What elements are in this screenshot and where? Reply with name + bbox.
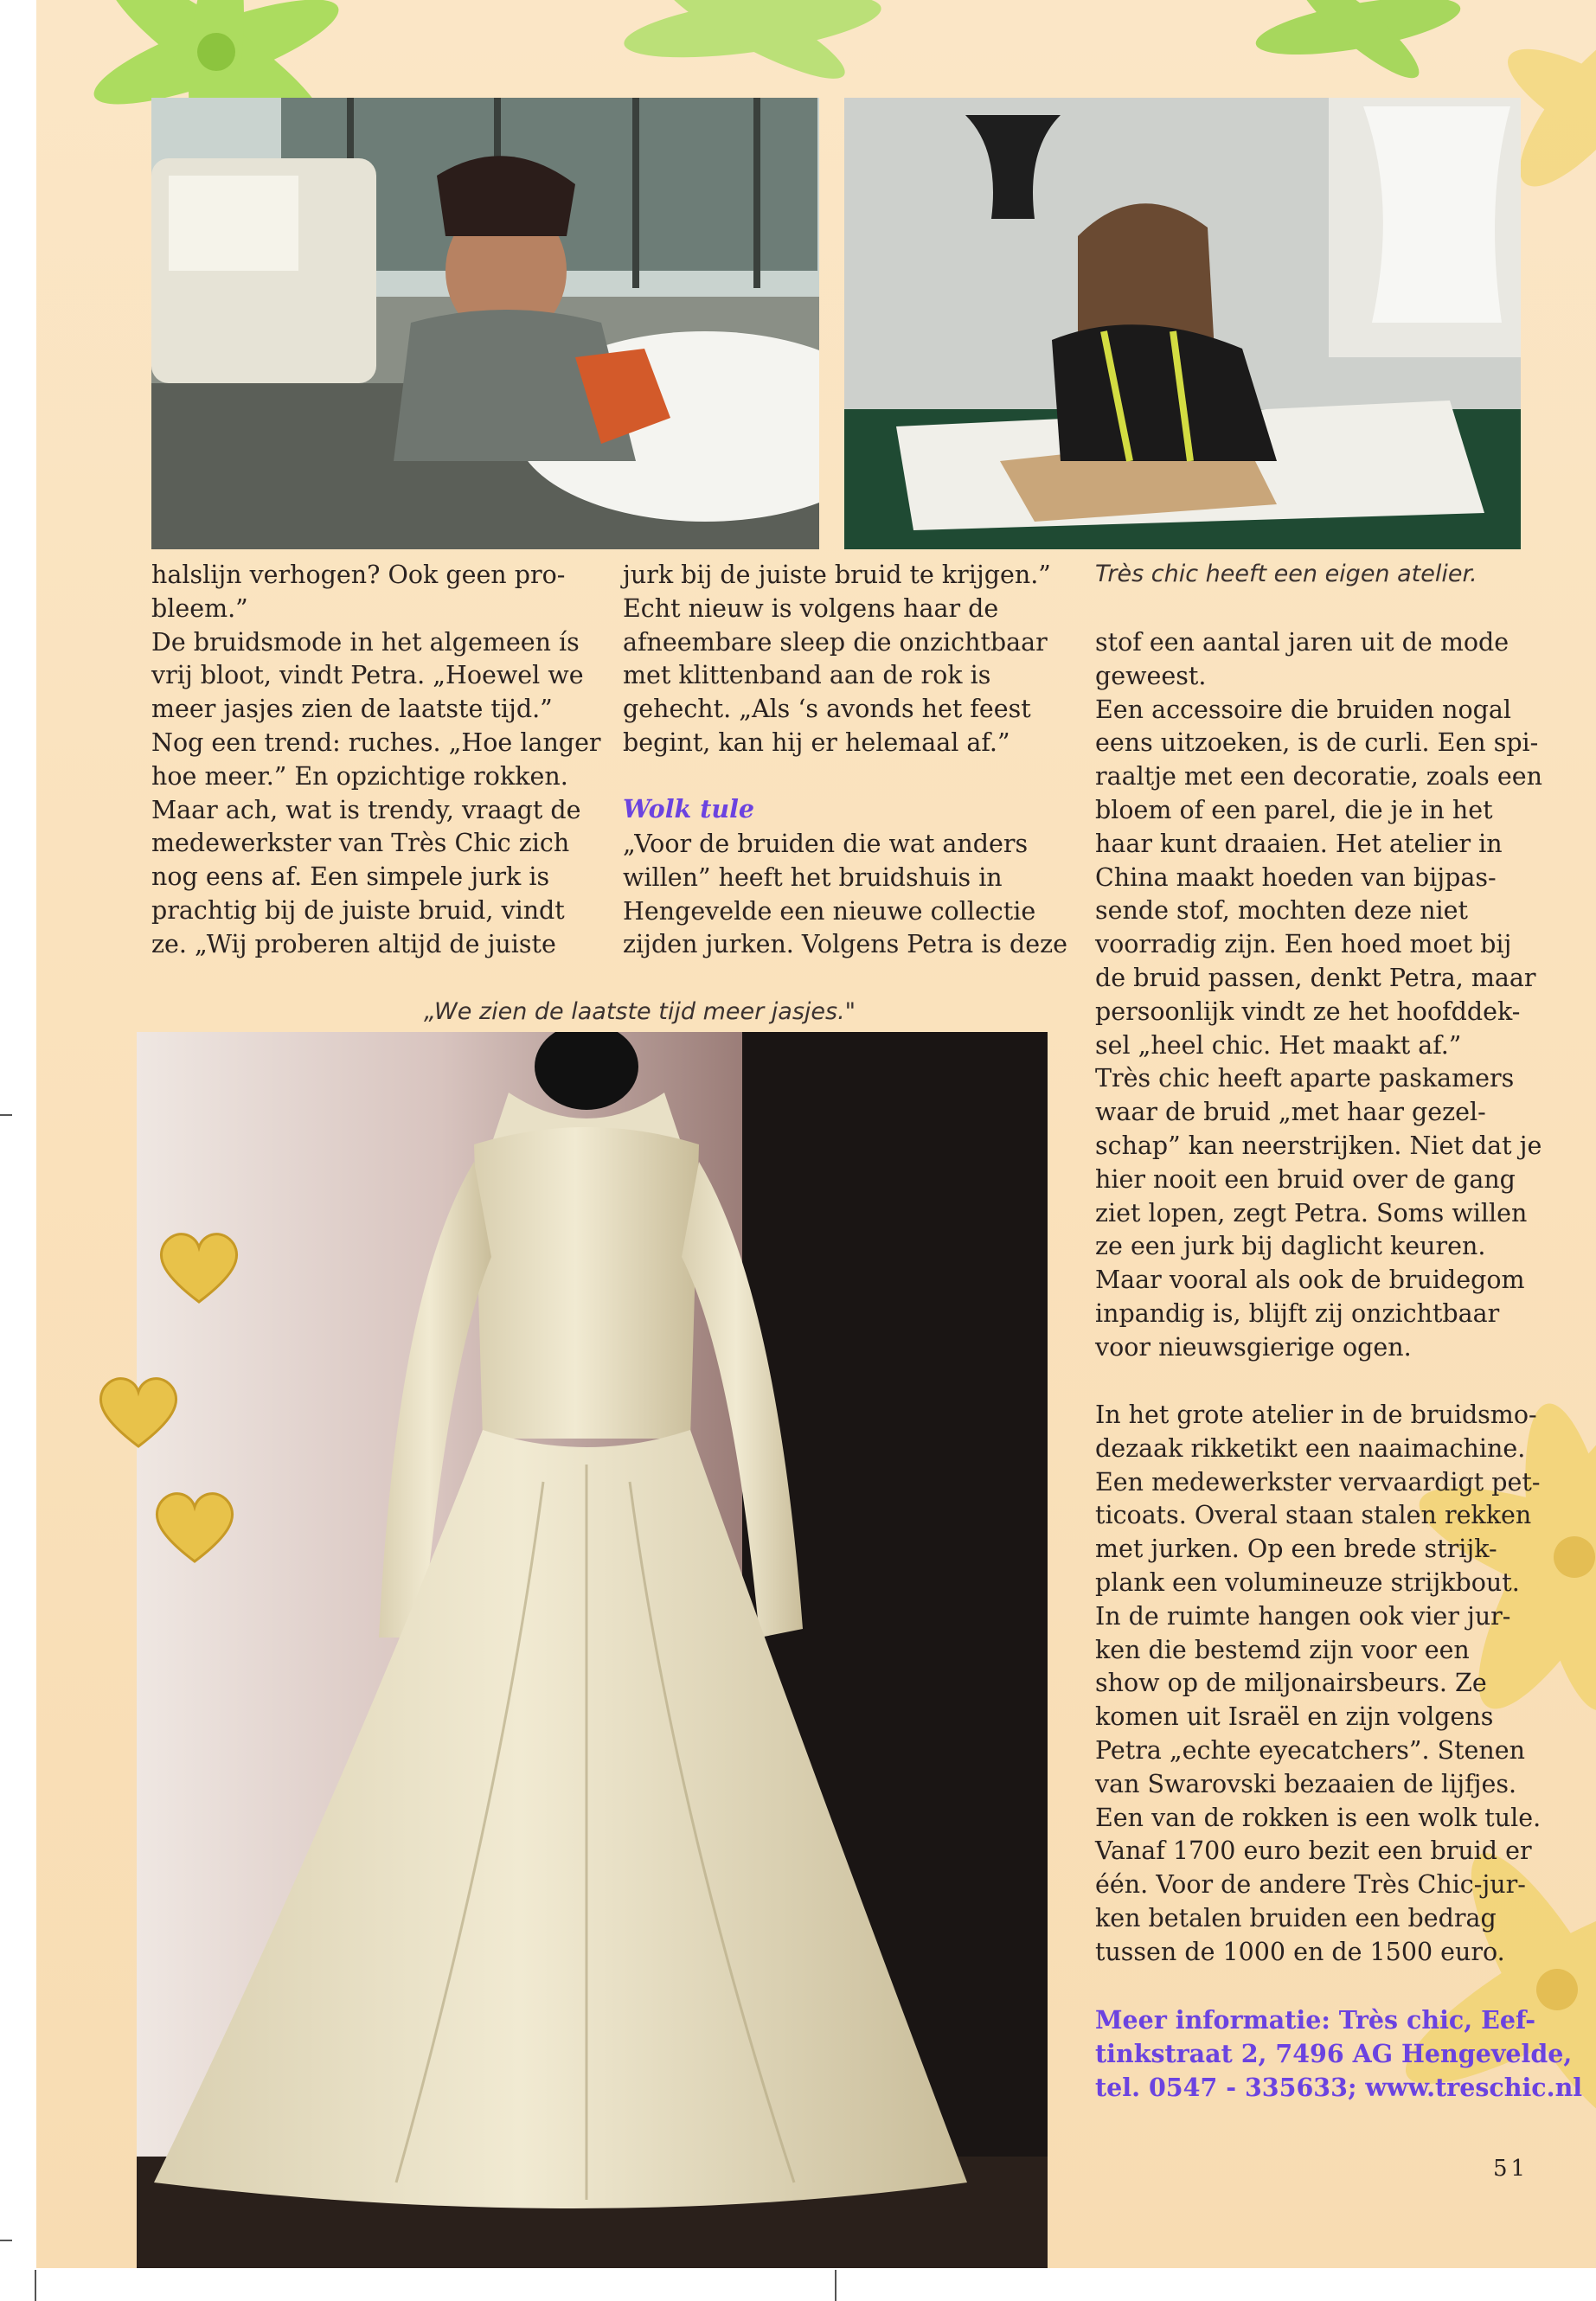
heart-decoration (156, 1228, 242, 1306)
contact-information: Meer informatie: Très chic, Eef- tinkstraat 2, 7496 AG Hengevelde, tel. 0547 - 335633; www.treschic.nl (1095, 2005, 1583, 2102)
crop-mark (35, 2270, 36, 2301)
page-margin (0, 2268, 1596, 2301)
heart-decoration (95, 1373, 182, 1451)
article-column-3-bottom: In het grote atelier in de bruidsmo- dezaak rikketikt een naaimachine. Een medewerkster vervaardigt pet- ticoats. Overal staan stalen rekken met jurken. Op een brede strijk- plank een volumineuze strijkbout. In de ruimte hangen ook vier jur- ken die bestemd zijn voor een show op de miljonairsbeurs. Ze komen uit Israël en zijn volgens Petra „echte eyecatchers”. Stenen van Swarovski bezaaien de lijfjes. Een van de rokken is een wolk tule. Vanaf 1700 euro bezit een bruid er één. Voor de andere Très Chic-jur- ken betalen bruiden een bedrag tussen de 1000 en de 1500 euro. (1095, 1400, 1542, 1966)
wedding-dress-on-mannequin-photo (137, 1032, 1048, 2268)
article-column-1: halslijn verhogen? Ook geen pro- bleem.” De bruidsmode in het algemeen ís vrij bloot, vindt Petra. „Hoewel we meer jasjes zien de laatste tijd.” Nog een trend: ruches. „Hoe langer hoe meer.” En opzichtige rokken. Maar ach, wat is trendy, vraagt de medewerkster van Très Chic zich nog eens af. Een simpele jurk is prachtig bij de juiste bruid, vindt ze. „Wij proberen altijd de juiste (151, 561, 601, 958)
page-margin (0, 0, 36, 2301)
article-column-2-top: jurk bij de juiste bruid te krijgen.” Echt nieuw is volgens haar de afneembare sleep die onzichtbaar met klittenband aan de rok is gehecht. „Als ‘s avonds het feest begint, kan hij er helemaal af.” (623, 561, 1051, 757)
crop-mark (0, 2240, 12, 2241)
page-number: 51 (1493, 2156, 1529, 2182)
article-column-2-bottom: „Voor de bruiden die wat anders willen” heeft het bruidshuis in Hengevelde een nieuwe collectie zijden jurken. Volgens Petra is deze (623, 830, 1067, 959)
crop-mark (835, 2270, 836, 2301)
green-flower-decoration (606, 0, 917, 104)
designer-cutting-pattern-photo (844, 98, 1521, 549)
pull-quote: „We zien de laatste tijd meer jasjes." (424, 998, 856, 1025)
heart-decoration (151, 1488, 238, 1566)
crop-mark (0, 1114, 12, 1116)
section-heading: Wolk tule (623, 794, 755, 824)
article-column-3-top: stof een aantal jaren uit de mode geweest. Een accessoire die bruiden nogal eens uitzoeken, is de curli. Een spi- raaltje met een decoratie, zoals een bloem of een parel, die je in het haar kunt draaien. Het atelier in China maakt hoeden van bijpas- sende stof, mochten deze niet voorradig zijn. Een hoed moet bij de bruid passen, denkt Petra, maar persoonlijk vindt ze het hoofddek- sel „heel chic. Het maakt af.” Très chic heeft aparte paskamers waar de bruid „met haar gezel- schap” kan neerstrijken. Niet dat je hier nooit een bruid over de gang ziet lopen, zegt Petra. Soms willen ze een jurk bij daglicht keuren. Maar vooral als ook de bruidegom inpandig is, blijft zij onzichtbaar voor nieuwsgierige ogen. (1095, 628, 1542, 1362)
photo-caption: Très chic heeft een eigen atelier. (1095, 561, 1477, 587)
seamstress-at-sewing-machine-photo (151, 98, 819, 549)
green-flower-decoration (1246, 0, 1471, 95)
